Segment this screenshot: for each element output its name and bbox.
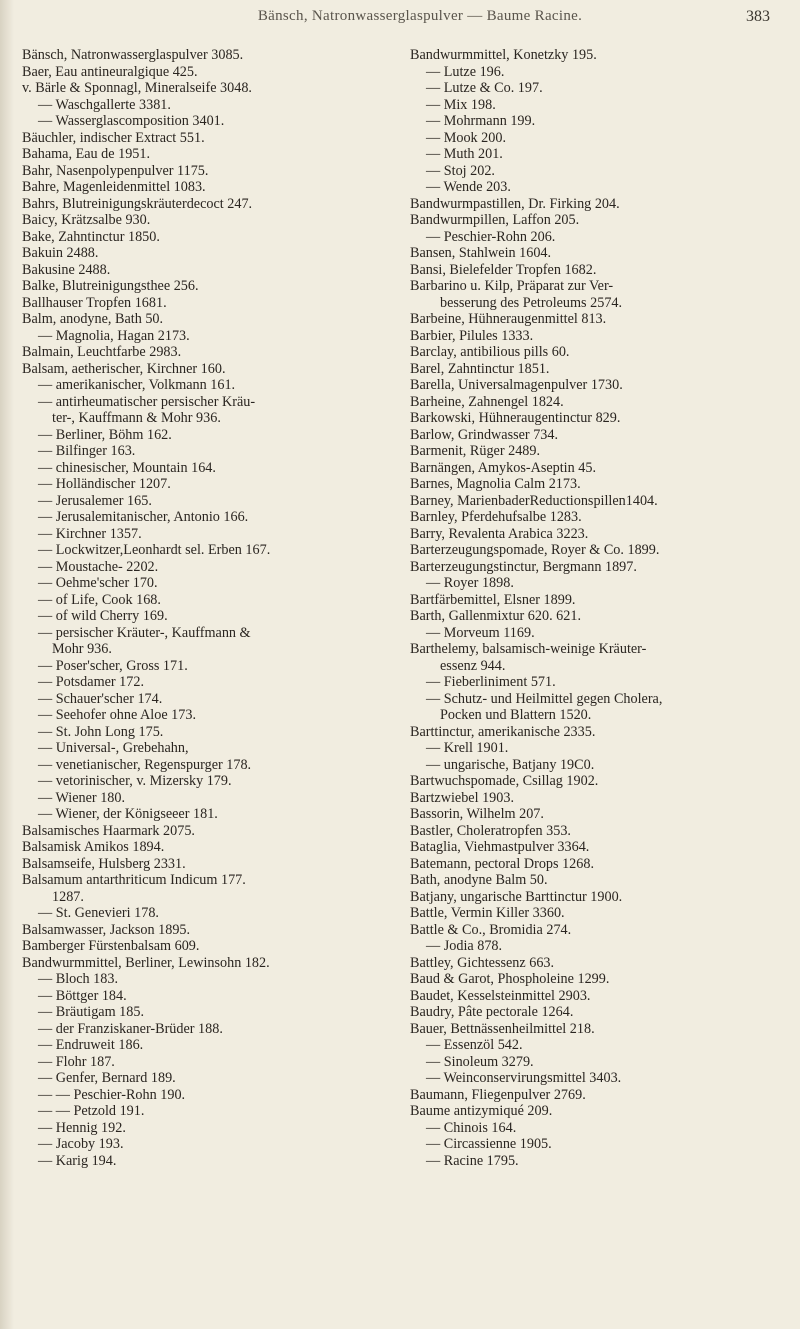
index-entry: — der Franziskaner-Brüder 188.	[22, 1021, 392, 1038]
index-entry: v. Bärle & Sponnagl, Mineralseife 3048.	[22, 80, 252, 96]
index-entry: Bandwurmpillen, Laffon 205.	[410, 212, 580, 228]
index-entry: Bahre, Magenleidenmittel 1083.	[22, 179, 206, 195]
index-entry: — Oehme'scher 170.	[22, 575, 392, 592]
index-entry: — Essenzöl 542.	[410, 1037, 790, 1054]
index-entry: Bansen, Stahlwein 1604.	[410, 245, 552, 261]
index-entry: Pocken und Blattern 1520.	[440, 707, 592, 723]
index-entry: — Royer 1898.	[410, 575, 790, 592]
index-entry: — antirheumatischer persischer Kräu-	[22, 394, 392, 411]
index-entry: Bäuchler, indischer Extract 551.	[22, 129, 205, 146]
index-entry: — Seehofer ohne Aloe 173.	[22, 707, 392, 724]
index-entry: Balsamisk Amikos 1894.	[22, 839, 165, 855]
index-entry: Balsamisches Haarmark 2075.	[22, 822, 195, 839]
index-column-left	[22, 47, 392, 1169]
index-entry: — Genfer, Bernard 189.	[22, 1070, 392, 1087]
index-entry: — Schutz- und Heilmittel gegen Cholera,	[410, 691, 790, 708]
index-entry: Bandwurmpastillen, Dr. Firking 204.	[410, 195, 620, 212]
index-entry: Bakuin 2488.	[22, 245, 99, 261]
index-entry: essenz 944.	[440, 657, 506, 674]
index-entry: — Fieberliniment 571.	[410, 674, 790, 691]
index-entry: Barttinctur, amerikanische 2335.	[410, 723, 596, 740]
index-entry: ter-, Kauffmann & Mohr 936.	[52, 410, 221, 426]
index-entry: — Karig 194.	[22, 1153, 392, 1170]
index-entry: — Kirchner 1357.	[22, 526, 392, 543]
header-title: Bänsch, Natronwasserglaspulver — Baume Racine.	[257, 8, 583, 24]
index-entry: Barheine, Zahnengel 1824.	[410, 393, 564, 410]
index-entry: — persischer Kräuter-, Kauffmann &	[22, 625, 392, 642]
index-entry: Barney, MarienbaderReductionspillen1404.	[410, 492, 658, 509]
index-entry: — Stoj 202.	[410, 163, 790, 180]
index-entry: Barkowski, Hühneraugentinctur 829.	[410, 410, 621, 426]
index-entry: Barclay, antibilious pills 60.	[410, 344, 570, 360]
index-entry: Barterzeugungspomade, Royer & Co. 1899.	[410, 542, 660, 558]
index-entry: Barmenit, Rüger 2489.	[410, 443, 541, 459]
index-entry: — Jerusalemer 165.	[22, 493, 392, 510]
index-entry: — — Peschier-Rohn 190.	[22, 1087, 392, 1104]
index-entry: — amerikanischer, Volkmann 161.	[22, 377, 392, 394]
index-entry: Barbeine, Hühneraugenmittel 813.	[410, 311, 607, 327]
index-entry: — — Petzold 191.	[22, 1103, 392, 1120]
index-entry: — Bilfinger 163.	[22, 443, 392, 460]
index-entry: — Bräutigam 185.	[22, 1004, 392, 1021]
index-entry: Ballhauser Tropfen 1681.	[22, 294, 167, 311]
index-entry: — Weinconservirungsmittel 3403.	[410, 1070, 790, 1087]
index-entry: Barterzeugungstinctur, Bergmann 1897.	[410, 558, 637, 575]
index-entry: — St. John Long 175.	[22, 724, 392, 741]
index-entry: Bahrs, Blutreinigungskräuterdecoct 247.	[22, 195, 253, 212]
index-entry: Baudet, Kesselsteinmittel 2903.	[410, 987, 591, 1004]
index-entry: — Holländischer 1207.	[22, 476, 392, 493]
index-entry: — Bloch 183.	[22, 971, 392, 988]
index-entry: — Schauer'scher 174.	[22, 691, 392, 708]
index-entry: Mohr 936.	[52, 641, 112, 657]
index-entry: Batemann, pectoral Drops 1268.	[410, 855, 594, 872]
index-entry: Barella, Universalmagenpulver 1730.	[410, 377, 623, 393]
index-entry: Bake, Zahntinctur 1850.	[22, 228, 160, 245]
index-entry: Bartwuchspomade, Csillag 1902.	[410, 773, 599, 789]
index-entry: Bahama, Eau de 1951.	[22, 146, 151, 162]
index-entry: — Jerusalemitanischer, Antonio 166.	[22, 509, 392, 526]
index-entry: — ungarische, Batjany 19C0.	[410, 757, 790, 774]
index-entry: — Lockwitzer,Leonhardt sel. Erben 167.	[22, 542, 392, 559]
index-entry: — Sinoleum 3279.	[410, 1054, 790, 1071]
running-header	[110, 8, 770, 30]
index-entry: — Wiener, der Königseeer 181.	[22, 806, 392, 823]
index-entry: Baumann, Fliegenpulver 2769.	[410, 1086, 586, 1103]
index-entry: Bartfärbemittel, Elsner 1899.	[410, 591, 576, 608]
index-entry: — of wild Cherry 169.	[22, 608, 392, 625]
index-entry: Baudry, Pâte pectorale 1264.	[410, 1004, 574, 1020]
index-entry: Baer, Eau antineuralgique 425.	[22, 63, 198, 80]
index-entry: Barnängen, Amykos-Aseptin 45.	[410, 459, 596, 476]
index-entry: Bamberger Fürstenbalsam 609.	[22, 938, 200, 954]
index-entry: — Jodia 878.	[410, 938, 790, 955]
index-entry: 1287.	[52, 888, 84, 905]
index-entry: — Krell 1901.	[410, 740, 790, 757]
index-entry: — Jacoby 193.	[22, 1136, 392, 1153]
index-entry: Barbier, Pilules 1333.	[410, 327, 534, 344]
index-entry: — Chinois 164.	[410, 1120, 790, 1137]
index-entry: Barth, Gallenmixtur 620. 621.	[410, 608, 582, 624]
index-entry: — Morveum 1169.	[410, 625, 790, 642]
index-entry: Baud & Garot, Phospholeine 1299.	[410, 971, 610, 987]
index-entry: — Endruweit 186.	[22, 1037, 392, 1054]
index-entry: Balsamwasser, Jackson 1895.	[22, 921, 191, 938]
index-entry: — Wiener 180.	[22, 790, 392, 807]
index-entry: Balke, Blutreinigungsthee 256.	[22, 278, 199, 294]
index-entry: Bassorin, Wilhelm 207.	[410, 806, 544, 822]
index-entry: Batjany, ungarische Barttinctur 1900.	[410, 888, 623, 905]
index-entry: Balsamum antarthriticum Indicum 177.	[22, 872, 246, 888]
index-entry: Barnley, Pferdehufsalbe 1283.	[410, 509, 582, 525]
index-entry: — Peschier-Rohn 206.	[410, 229, 790, 246]
index-entry: — Böttger 184.	[22, 988, 392, 1005]
index-entry: Battle, Vermin Killer 3360.	[410, 905, 565, 921]
index-entry: — Flohr 187.	[22, 1054, 392, 1071]
index-entry: Barthelemy, balsamisch-weinige Kräuter-	[410, 641, 647, 657]
index-entry: besserung des Petroleums 2574.	[440, 294, 623, 311]
index-entry: — Lutze 196.	[410, 64, 790, 81]
index-entry: — Muth 201.	[410, 146, 790, 163]
index-entry: — Universal-, Grebehahn,	[22, 740, 392, 757]
index-entry: Baume antizymiqué 209.	[410, 1103, 553, 1119]
index-entry: — Wasserglascomposition 3401.	[22, 113, 392, 130]
index-entry: — St. Genevieri 178.	[22, 905, 392, 922]
index-entry: Bakusine 2488.	[22, 261, 111, 278]
index-entry: Barlow, Grindwasser 734.	[410, 426, 559, 443]
index-entry: — Mohrmann 199.	[410, 113, 790, 130]
index-entry: Bataglia, Viehmastpulver 3364.	[410, 839, 590, 855]
index-entry: — Mix 198.	[410, 97, 790, 114]
index-entry: Barel, Zahntinctur 1851.	[410, 360, 550, 377]
index-entry: — Mook 200.	[410, 130, 790, 147]
index-entry: Bartzwiebel 1903.	[410, 789, 515, 806]
index-entry: — Hennig 192.	[22, 1120, 392, 1137]
index-entry: Balm, anodyne, Bath 50.	[22, 311, 164, 327]
index-entry: — Circassienne 1905.	[410, 1136, 790, 1153]
index-entry: — vetorinischer, v. Mizersky 179.	[22, 773, 392, 790]
index-entry: — chinesischer, Mountain 164.	[22, 460, 392, 477]
index-entry: — Racine 1795.	[410, 1153, 790, 1170]
page-gutter	[0, 0, 14, 1329]
index-entry: Bahr, Nasenpolypenpulver 1175.	[22, 162, 209, 179]
index-entry: Barnes, Magnolia Calm 2173.	[410, 476, 581, 492]
index-entry: — Waschgallerte 3381.	[22, 97, 392, 114]
index-entry: Bath, anodyne Balm 50.	[410, 872, 548, 888]
index-entry: Battle & Co., Bromidia 274.	[410, 921, 572, 938]
index-entry: Bänsch, Natronwasserglaspulver 3085.	[22, 47, 244, 63]
index-entry: Barry, Revalenta Arabica 3223.	[410, 525, 589, 542]
index-entry: Bandwurmmittel, Berliner, Lewinsohn 182.	[22, 954, 270, 971]
index-entry: — venetianischer, Regenspurger 178.	[22, 757, 392, 774]
index-entry: — Potsdamer 172.	[22, 674, 392, 691]
index-entry: — Lutze & Co. 197.	[410, 80, 790, 97]
index-entry: Bastler, Choleratropfen 353.	[410, 822, 571, 839]
index-entry: Balsam, aetherischer, Kirchner 160.	[22, 360, 226, 377]
index-entry: — Poser'scher, Gross 171.	[22, 658, 392, 675]
index-entry: Barbarino u. Kilp, Präparat zur Ver-	[410, 278, 614, 294]
index-entry: — Magnolia, Hagan 2173.	[22, 328, 392, 345]
index-entry: Bauer, Bettnässenheilmittel 218.	[410, 1020, 595, 1037]
index-entry: — Berliner, Böhm 162.	[22, 427, 392, 444]
index-entry: — of Life, Cook 168.	[22, 592, 392, 609]
index-entry: Bansi, Bielefelder Tropfen 1682.	[410, 261, 597, 278]
index-entry: Bandwurmmittel, Konetzky 195.	[410, 47, 597, 63]
index-column-right	[410, 47, 790, 1169]
index-entry: Balsamseife, Hulsberg 2331.	[22, 855, 186, 872]
index-entry: Battley, Gichtessenz 663.	[410, 954, 555, 971]
index-entry: — Wende 203.	[410, 179, 790, 196]
index-entry: Balmain, Leuchtfarbe 2983.	[22, 344, 182, 360]
index-entry: Baicy, Krätzsalbe 930.	[22, 212, 151, 228]
page-number: 383	[746, 8, 770, 25]
index-entry: — Moustache- 2202.	[22, 559, 392, 576]
